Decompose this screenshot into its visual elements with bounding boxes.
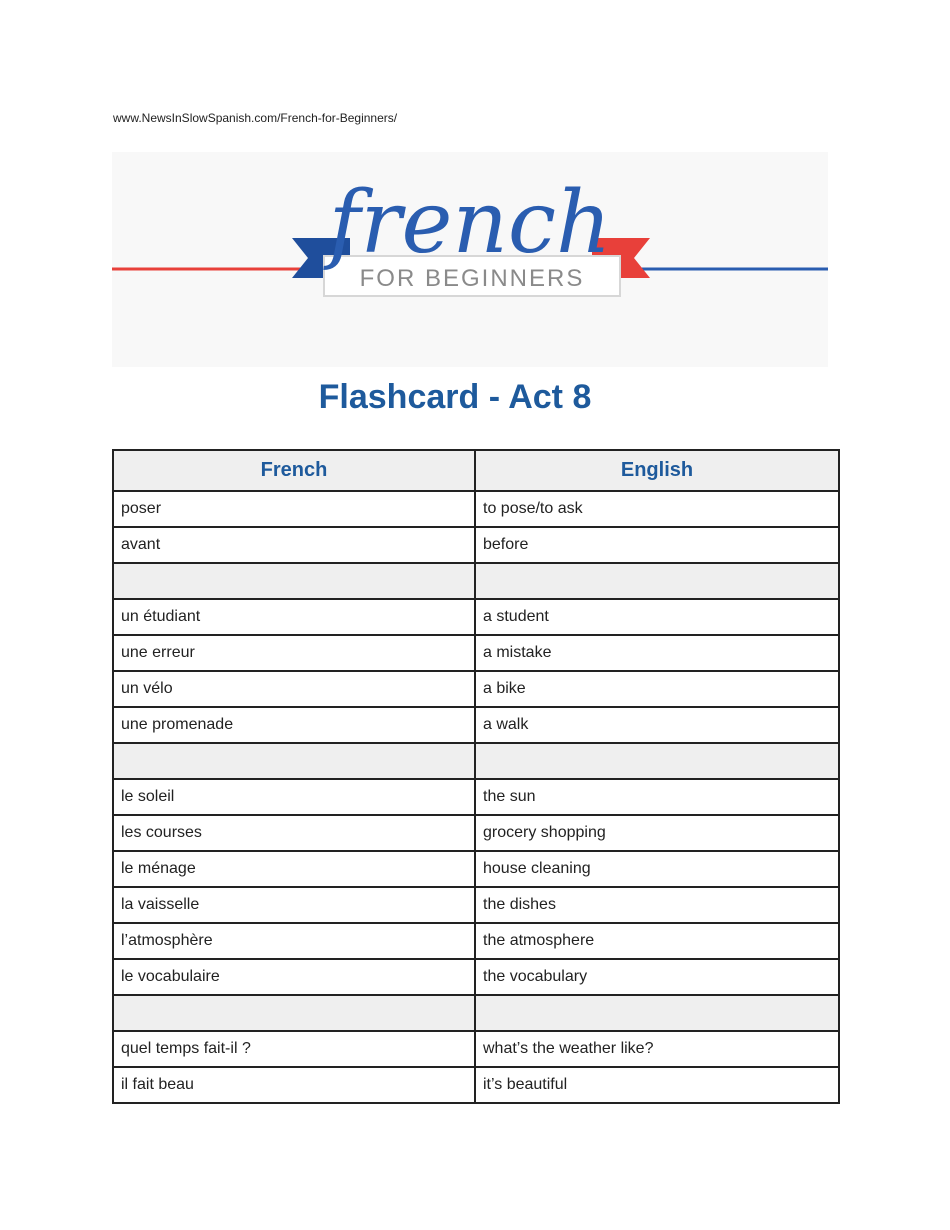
english-cell: what’s the weather like? — [475, 1031, 839, 1067]
french-cell: le soleil — [113, 779, 475, 815]
logo-subtitle: FOR BEGINNERS — [359, 265, 585, 292]
table-row-separator — [113, 995, 839, 1031]
english-cell: the sun — [475, 779, 839, 815]
french-cell — [113, 743, 475, 779]
english-cell — [475, 563, 839, 599]
logo-script-word: french — [328, 173, 612, 273]
table-row — [113, 1067, 839, 1103]
french-cell: quel temps fait-il ? — [113, 1031, 475, 1067]
french-cell: l’atmosphère — [113, 923, 475, 959]
french-cell: poser — [113, 491, 475, 527]
french-cell: il fait beau — [113, 1067, 475, 1103]
english-cell: the atmosphere — [475, 923, 839, 959]
french-for-beginners-logo — [112, 152, 828, 367]
table-row — [113, 851, 839, 887]
french-cell — [113, 995, 475, 1031]
english-cell: grocery shopping — [475, 815, 839, 851]
table-row — [113, 635, 839, 671]
english-cell: it’s beautiful — [475, 1067, 839, 1103]
page-title: Flashcard - Act 8 — [318, 378, 592, 416]
french-cell — [113, 563, 475, 599]
table-row-separator — [113, 743, 839, 779]
table-row — [113, 923, 839, 959]
table-row — [113, 1031, 839, 1067]
english-cell: the dishes — [475, 887, 839, 923]
table-row — [113, 491, 839, 527]
table-row — [113, 527, 839, 563]
english-cell: house cleaning — [475, 851, 839, 887]
english-cell — [475, 743, 839, 779]
source-url: www.NewsInSlowSpanish.com/French-for-Beginners/ — [113, 111, 398, 125]
english-cell: to pose/to ask — [475, 491, 839, 527]
table-row — [113, 707, 839, 743]
table-row — [113, 887, 839, 923]
logo-banner — [112, 152, 828, 367]
table-header-row — [113, 450, 839, 491]
column-header-english: English — [475, 450, 839, 491]
english-cell — [475, 995, 839, 1031]
english-cell: a bike — [475, 671, 839, 707]
table-row — [113, 959, 839, 995]
french-cell: le ménage — [113, 851, 475, 887]
french-cell: les courses — [113, 815, 475, 851]
french-cell: un étudiant — [113, 599, 475, 635]
french-cell: une promenade — [113, 707, 475, 743]
flashcard-table — [112, 449, 840, 1104]
french-cell: un vélo — [113, 671, 475, 707]
table-row-separator — [113, 563, 839, 599]
column-header-french: French — [113, 450, 475, 491]
table-row — [113, 779, 839, 815]
table-row — [113, 599, 839, 635]
english-cell: before — [475, 527, 839, 563]
english-cell: a student — [475, 599, 839, 635]
table-row — [113, 815, 839, 851]
french-cell: avant — [113, 527, 475, 563]
french-cell: la vaisselle — [113, 887, 475, 923]
table-row — [113, 671, 839, 707]
english-cell: the vocabulary — [475, 959, 839, 995]
english-cell: a walk — [475, 707, 839, 743]
french-cell: une erreur — [113, 635, 475, 671]
french-cell: le vocabulaire — [113, 959, 475, 995]
english-cell: a mistake — [475, 635, 839, 671]
